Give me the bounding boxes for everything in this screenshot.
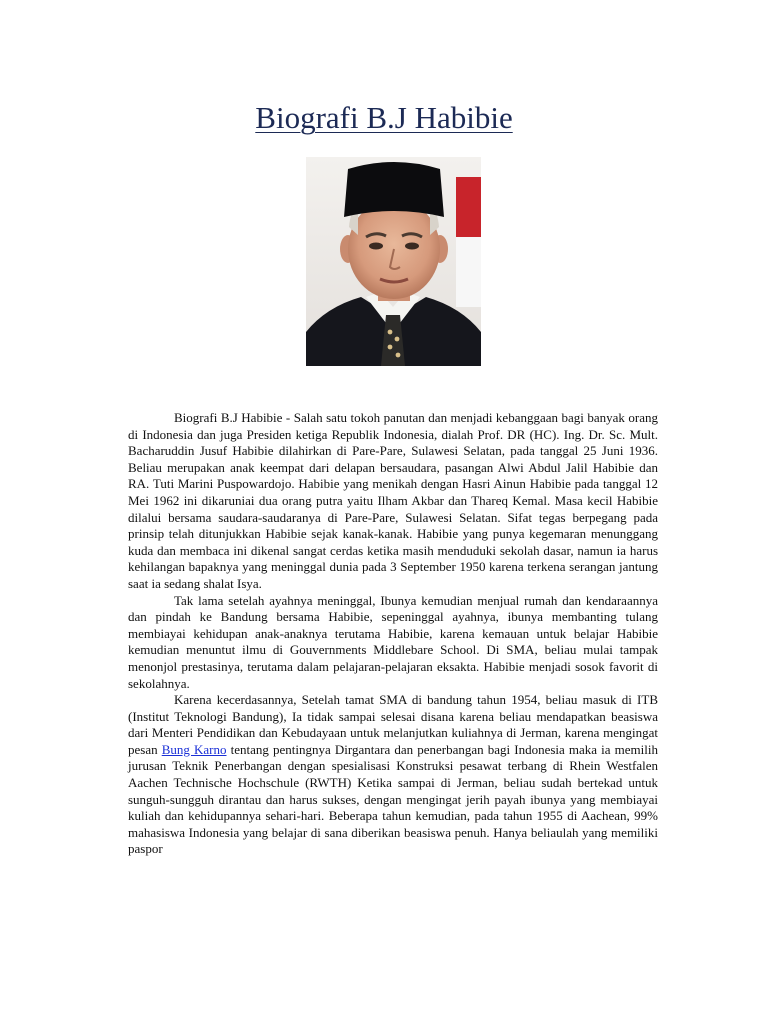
paragraph-text: Tak lama setelah ayahnya meninggal, Ibunya kemudian menjual rumah dan kendaraannya dan pindah ke Bandung bersama Habibie, sepeninggal ayahnya, ibunya membanting tulang membiayai kehidupan anak-anaknya terutama Habibie, karena kemauan untuk belajar Habibie kemudian menuntut ilmu di Gouvernments Middlebare School. Di SMA, beliau mulai tampak menonjol prestasinya, terutama dalam pelajaran-pelajaran eksakta. Habibie menjadi sosok favorit di sekolahnya.	[128, 592, 658, 691]
paragraph-text: Karena kecerdasannya, Setelah tamat SMA di bandung tahun 1954, beliau masuk di ITB (Institut Teknologi Bandung), Ia tidak sampai selesai disana karena beliau mendapatkan beasiswa dari Menteri Pendidikan dan Kebudayaan untuk melanjutkan kuliahnya di Jerman, karena mengingat pesan	[128, 692, 658, 757]
paragraph-text: tentang pentingnya Dirgantara dan penerbangan bagi Indonesia maka ia memilih jurusan Teknik Penerbangan dengan spesialisasi Konstruksi pesawat terbang di Rhein Westfalen Aachen Technische Hochschule (RWTH) Ketika sampai di Jerman, beliau sudah bertekad untuk sunguh-sungguh dirantau dan harus sukses, dengan mengingat jerih payah ibunya yang membiayai kuliah dan kehidupannya sehari-hari. Beberapa tahun kemudian, pada tahun 1955 di Aachean, 99% mahasiswa Indonesia yang belajar di sana diberikan beasiswa penuh. Hanya beliaulah yang memiliki paspor	[128, 741, 658, 857]
page-title: Biografi B.J Habibie	[255, 100, 513, 135]
portrait-icon	[306, 157, 481, 366]
portrait-photo	[306, 157, 481, 366]
paragraph	[128, 593, 658, 693]
paragraph	[128, 410, 658, 593]
biography-text	[128, 410, 658, 858]
paragraph-text: Biografi B.J Habibie - Salah satu tokoh panutan dan menjadi kebanggaan bagi banyak orang di Indonesia dan juga Presiden ketiga Republik Indonesia, dialah Prof. DR (HC). Ing. Dr. Sc. Mult. Bacharuddin Jusuf Habibie dilahirkan di Pare-Pare, Sulawesi Selatan, pada tanggal 25 Juni 1936. Beliau merupakan anak keempat dari delapan bersaudara, pasangan Alwi Abdul Jalil Habibie dan RA. Tuti Marini Puspowardojo. Habibie yang menikah dengan Hasri Ainun Habibie pada tanggal 12 Mei 1962 ini dikaruniai dua orang putra yaitu Ilham Akbar dan Thareq Kemal. Masa kecil Habibie dilalui bersama saudara-saudaranya di Pare-Pare, Sulawesi Selatan. Sifat tegas berpegang pada prinsip telah ditunjukkan Habibie sejak kanak-kanak. Habibie yang punya kegemaran menunggang kuda dan membaca ini dikenal sangat cerdas ketika masih menduduki sekolah dasar, namun ia harus kehilangan bapaknya yang meninggal dunia pada 3 September 1950 karena terkena serangan jantung saat ia sedang shalat Isya.	[128, 410, 658, 591]
bung-karno-link[interactable]: Bung Karno	[161, 741, 227, 757]
paragraph	[128, 692, 658, 858]
